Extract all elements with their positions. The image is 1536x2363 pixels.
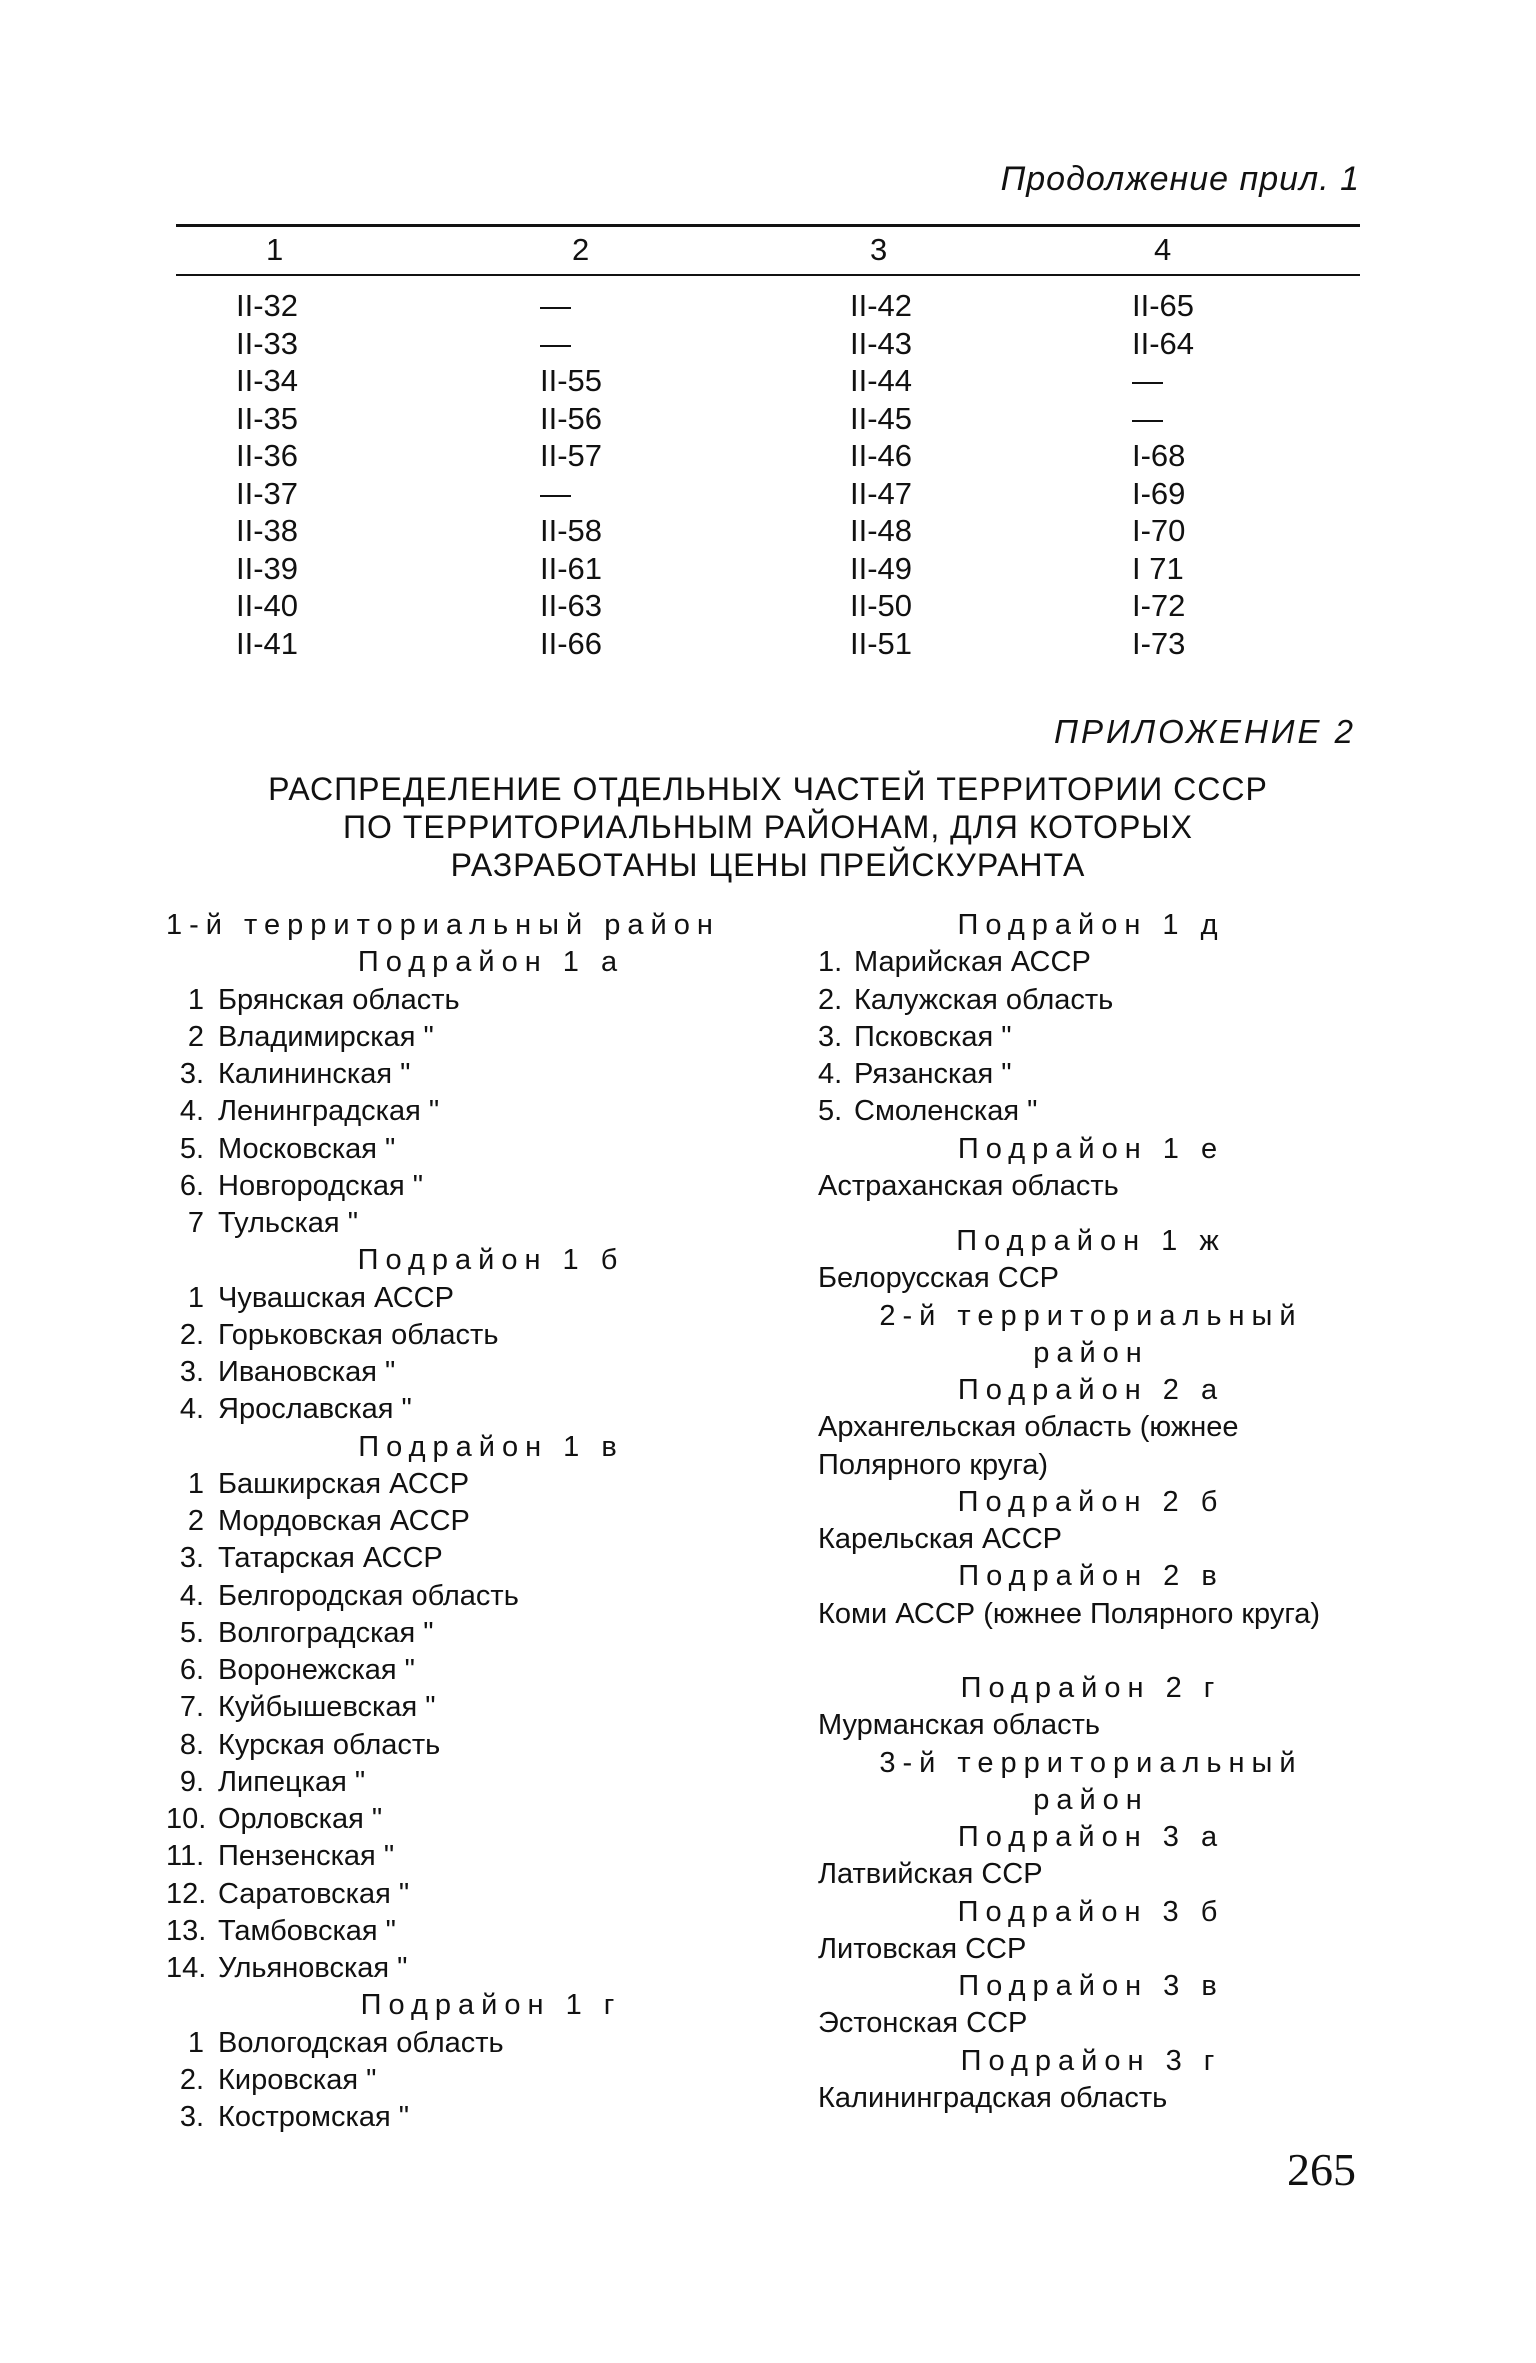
district-heading: 1-й территориальный район [166, 909, 720, 941]
subdistrict-heading: Подрайон 1 д [957, 909, 1225, 941]
table-cell: II-63 [540, 588, 603, 623]
item-name: Кировская " [218, 2063, 377, 2096]
item-number: 4. [179, 1095, 204, 1128]
table-cell: I-69 [1132, 475, 1186, 511]
table-cell: II-64 [1132, 325, 1195, 361]
item-name: Рязанская " [854, 1058, 1012, 1090]
appendix-label: ПРИЛОЖЕНИЕ 2 [1054, 713, 1356, 750]
item-number: 2. [818, 983, 843, 1016]
list-item [166, 1019, 816, 1056]
table-cell: II-42 [850, 288, 913, 323]
left-column [166, 907, 816, 2136]
item-number: 3. [179, 1356, 204, 1388]
item-name: Горьковская область [218, 1318, 499, 1351]
table-cell: II-51 [850, 626, 913, 661]
list-item [818, 944, 1364, 981]
item-name: Новгородская " [218, 1169, 424, 1202]
table-cell: I-70 [1132, 513, 1186, 548]
table-cell: — [540, 288, 571, 323]
subdistrict-heading: Подрайон 2 б [957, 1485, 1225, 1518]
table-cell: I 71 [1132, 550, 1184, 586]
list-item [818, 1056, 1364, 1093]
table-cell: II-58 [540, 513, 603, 548]
list-item [166, 1727, 816, 1764]
list-item [818, 1019, 1364, 1056]
item-name: Воронежская " [218, 1654, 415, 1686]
subdistrict-heading: Подрайон 3 в [958, 1970, 1224, 2002]
table-top-rule [176, 224, 1360, 227]
item-number: 6. [179, 1169, 204, 1202]
item-number: 12. [166, 1877, 207, 1910]
item-number: 1 [187, 1281, 204, 1314]
list-item [166, 1280, 816, 1317]
subdistrict-heading: Подрайон 1 г [360, 1989, 622, 2022]
table-cell: II-34 [236, 363, 299, 398]
list-item [166, 2062, 816, 2099]
table-row [176, 626, 1360, 664]
list-item [166, 1913, 816, 1950]
item-name: Волгоградская " [218, 1616, 434, 1649]
table-cell: I-73 [1132, 626, 1186, 661]
item-number: 4. [179, 1393, 204, 1426]
list-item [166, 1131, 816, 1168]
list-item [166, 1876, 816, 1913]
right-column [818, 907, 1364, 2117]
item-number: 1. [818, 946, 843, 979]
subdistrict-text: Архангельская область (южнее Полярного круга) [818, 1411, 1239, 1481]
table-cell: — [540, 325, 571, 361]
item-number: 7. [179, 1691, 204, 1724]
list-item [166, 1689, 816, 1726]
item-name: Костромская " [218, 2101, 410, 2133]
subdistrict-text: Латвийская ССР [818, 1858, 1043, 1891]
list-item [166, 2099, 816, 2136]
table-cell: II-50 [850, 588, 913, 623]
table-cell: II-36 [236, 438, 299, 473]
item-name: Ленинградская " [218, 1095, 440, 1128]
list-item [166, 1764, 816, 1801]
item-name: Курская область [218, 1728, 441, 1761]
list-item [166, 1540, 816, 1577]
subdistrict-heading: Подрайон 3 г [960, 2044, 1222, 2077]
list-item [166, 1950, 816, 1987]
item-number: 4. [818, 1058, 843, 1090]
title-line: РАЗРАБОТАНЫ ЦЕНЫ ПРЕЙСКУРАНТА [450, 847, 1086, 883]
title-line: РАСПРЕДЕЛЕНИЕ ОТДЕЛЬНЫХ ЧАСТЕЙ ТЕРРИТОРИИ СССР [268, 771, 1268, 807]
district-heading-cont: район [1033, 1336, 1149, 1369]
table-header-cell: 4 [1154, 232, 1172, 267]
item-name: Мордовская АССР [218, 1505, 470, 1537]
subdistrict-heading: Подрайон 1 а [357, 946, 625, 979]
title-line: ПО ТЕРРИТОРИАЛЬНЫМ РАЙОНАМ, ДЛЯ КОТОРЫХ [343, 809, 1193, 845]
table-cell: — [1132, 400, 1163, 436]
subdistrict-text: Литовская ССР [818, 1932, 1027, 1965]
table-cell: II-44 [850, 363, 913, 398]
table-cell: II-33 [236, 325, 299, 361]
list-item [166, 1503, 816, 1540]
table-row [176, 401, 1360, 439]
subdistrict-text: Астраханская область [818, 1169, 1119, 1202]
table-cell: II-37 [236, 475, 299, 511]
table-row [176, 513, 1360, 551]
table-header-row [176, 232, 1360, 270]
continuation-note: Продолжение прил. 1 [1000, 160, 1360, 198]
item-name: Саратовская " [218, 1877, 410, 1910]
list-item [166, 1615, 816, 1652]
list-item [818, 982, 1364, 1019]
item-name: Липецкая " [218, 1765, 366, 1798]
district-heading: 3-й территориальный [879, 1746, 1303, 1779]
table-header-cell: 1 [266, 232, 284, 267]
item-number: 3. [818, 1020, 843, 1053]
item-name: Тульская " [218, 1207, 358, 1239]
table-row [176, 326, 1360, 364]
table-cell: II-35 [236, 400, 299, 436]
item-name: Орловская " [218, 1803, 383, 1835]
item-name: Ульяновская " [218, 1952, 408, 1984]
list-item [166, 1801, 816, 1838]
item-name: Смоленская " [854, 1095, 1038, 1128]
table-cell: — [1132, 363, 1163, 398]
subdistrict-heading: Подрайон 1 е [957, 1132, 1225, 1165]
page-title [176, 770, 1360, 884]
table-cell: II-39 [236, 550, 299, 586]
subdistrict-heading: Подрайон 1 ж [956, 1225, 1226, 1257]
subdistrict-heading: Подрайон 1 б [357, 1244, 625, 1277]
subdistrict-text: Мурманская область [818, 1709, 1100, 1742]
item-number: 1 [187, 983, 204, 1016]
item-name: Ивановская " [218, 1356, 396, 1388]
list-item [166, 1056, 816, 1093]
subdistrict-text: Калининградская область [818, 2081, 1168, 2114]
item-number: 2. [179, 2063, 204, 2096]
item-number: 5. [179, 1132, 204, 1165]
item-name: Московская " [218, 1132, 396, 1165]
item-name: Белгородская область [218, 1579, 519, 1612]
item-name: Пензенская " [218, 1840, 395, 1873]
table-cell: II-65 [1132, 288, 1195, 323]
item-number: 2. [179, 1318, 204, 1351]
list-item [166, 1168, 816, 1205]
subdistrict-heading: Подрайон 2 а [957, 1374, 1225, 1406]
item-number: 8. [179, 1728, 204, 1761]
item-name: Вологодская область [218, 2026, 504, 2059]
table-cell: — [540, 475, 571, 511]
list-item [818, 1093, 1364, 1130]
item-name: Тамбовская " [218, 1914, 396, 1947]
table-cell: II-38 [236, 513, 299, 548]
table-header-cell: 2 [572, 232, 590, 267]
subdistrict-heading: Подрайон 3 б [957, 1895, 1225, 1928]
table-cell: II-48 [850, 513, 913, 548]
item-name: Ярославская " [218, 1393, 412, 1426]
item-number: 5. [818, 1095, 843, 1128]
table-cell: II-41 [236, 626, 299, 661]
list-item [166, 1317, 816, 1354]
table-cell: II-49 [850, 550, 913, 586]
item-name: Марийская АССР [854, 946, 1091, 979]
district-heading-cont: район [1033, 1783, 1149, 1816]
item-number: 2 [187, 1505, 204, 1537]
list-item [166, 982, 816, 1019]
item-name: Башкирская АССР [218, 1467, 470, 1500]
list-item [166, 1466, 816, 1503]
item-name: Калининская " [218, 1058, 411, 1090]
list-item [166, 1838, 816, 1875]
table-header-cell: 3 [870, 232, 888, 267]
subdistrict-heading: Подрайон 1 в [358, 1430, 624, 1463]
table-cell: II-47 [850, 475, 913, 511]
subdistrict-heading: Подрайон 3 а [957, 1821, 1225, 1853]
item-number: 3. [179, 1058, 204, 1090]
item-number: 2 [187, 1020, 204, 1053]
table-row [176, 476, 1360, 514]
table-row [176, 438, 1360, 476]
table-cell: II-32 [236, 288, 299, 323]
table-cell: II-45 [850, 400, 913, 436]
item-number: 4. [179, 1579, 204, 1612]
table-row [176, 363, 1360, 401]
item-number: 1 [187, 2026, 204, 2059]
subdistrict-text: Белорусская ССР [818, 1262, 1059, 1295]
table-row [176, 551, 1360, 589]
subdistrict-text: Эстонская ССР [818, 2007, 1028, 2040]
list-item [166, 1093, 816, 1130]
item-name: Владимирская " [218, 1020, 434, 1053]
subdistrict-text: Карельская АССР [818, 1523, 1062, 1555]
list-item [166, 2025, 816, 2062]
list-item [166, 1354, 816, 1391]
table-cell: II-55 [540, 363, 603, 398]
item-number: 14. [166, 1952, 207, 1984]
table-cell: II-57 [540, 438, 603, 473]
table-row [176, 588, 1360, 626]
item-number: 9. [179, 1765, 204, 1798]
item-number: 11. [166, 1840, 205, 1873]
table-cell: II-43 [850, 325, 913, 361]
item-number: 3. [179, 1542, 204, 1575]
subdistrict-text: Коми АССР (южнее Полярного круга) [818, 1597, 1321, 1630]
item-name: Куйбышевская " [218, 1691, 436, 1724]
subdistrict-heading: Подрайон 2 г [960, 1672, 1222, 1704]
list-item [166, 1578, 816, 1615]
list-item [166, 1391, 816, 1428]
item-name: Брянская область [218, 983, 460, 1016]
table-row [176, 288, 1360, 326]
item-number: 7 [187, 1207, 204, 1239]
item-number: 5. [179, 1616, 204, 1649]
table-header-rule [176, 274, 1360, 276]
item-name: Чувашская АССР [218, 1281, 454, 1314]
table-cell: I-68 [1132, 438, 1186, 473]
list-item [166, 1652, 816, 1689]
item-number: 10. [166, 1803, 207, 1835]
item-number: 6. [179, 1654, 204, 1686]
table-cell: II-66 [540, 626, 603, 661]
table-cell: II-40 [236, 588, 299, 623]
item-number: 3. [179, 2101, 204, 2133]
table-cell: II-46 [850, 438, 913, 473]
district-heading: 2-й территориальный [879, 1299, 1303, 1332]
item-name: Псковская " [854, 1020, 1012, 1053]
item-number: 1 [187, 1467, 204, 1500]
table-cell: II-61 [540, 550, 603, 586]
list-item [166, 1205, 816, 1242]
table-cell: I-72 [1132, 588, 1186, 623]
table-cell: II-56 [540, 400, 603, 436]
item-number: 13. [166, 1914, 207, 1947]
subdistrict-heading: Подрайон 2 в [958, 1560, 1224, 1593]
item-name: Татарская АССР [218, 1542, 443, 1575]
page-number: 265 [1287, 2144, 1356, 2195]
item-name: Калужская область [854, 983, 1114, 1016]
